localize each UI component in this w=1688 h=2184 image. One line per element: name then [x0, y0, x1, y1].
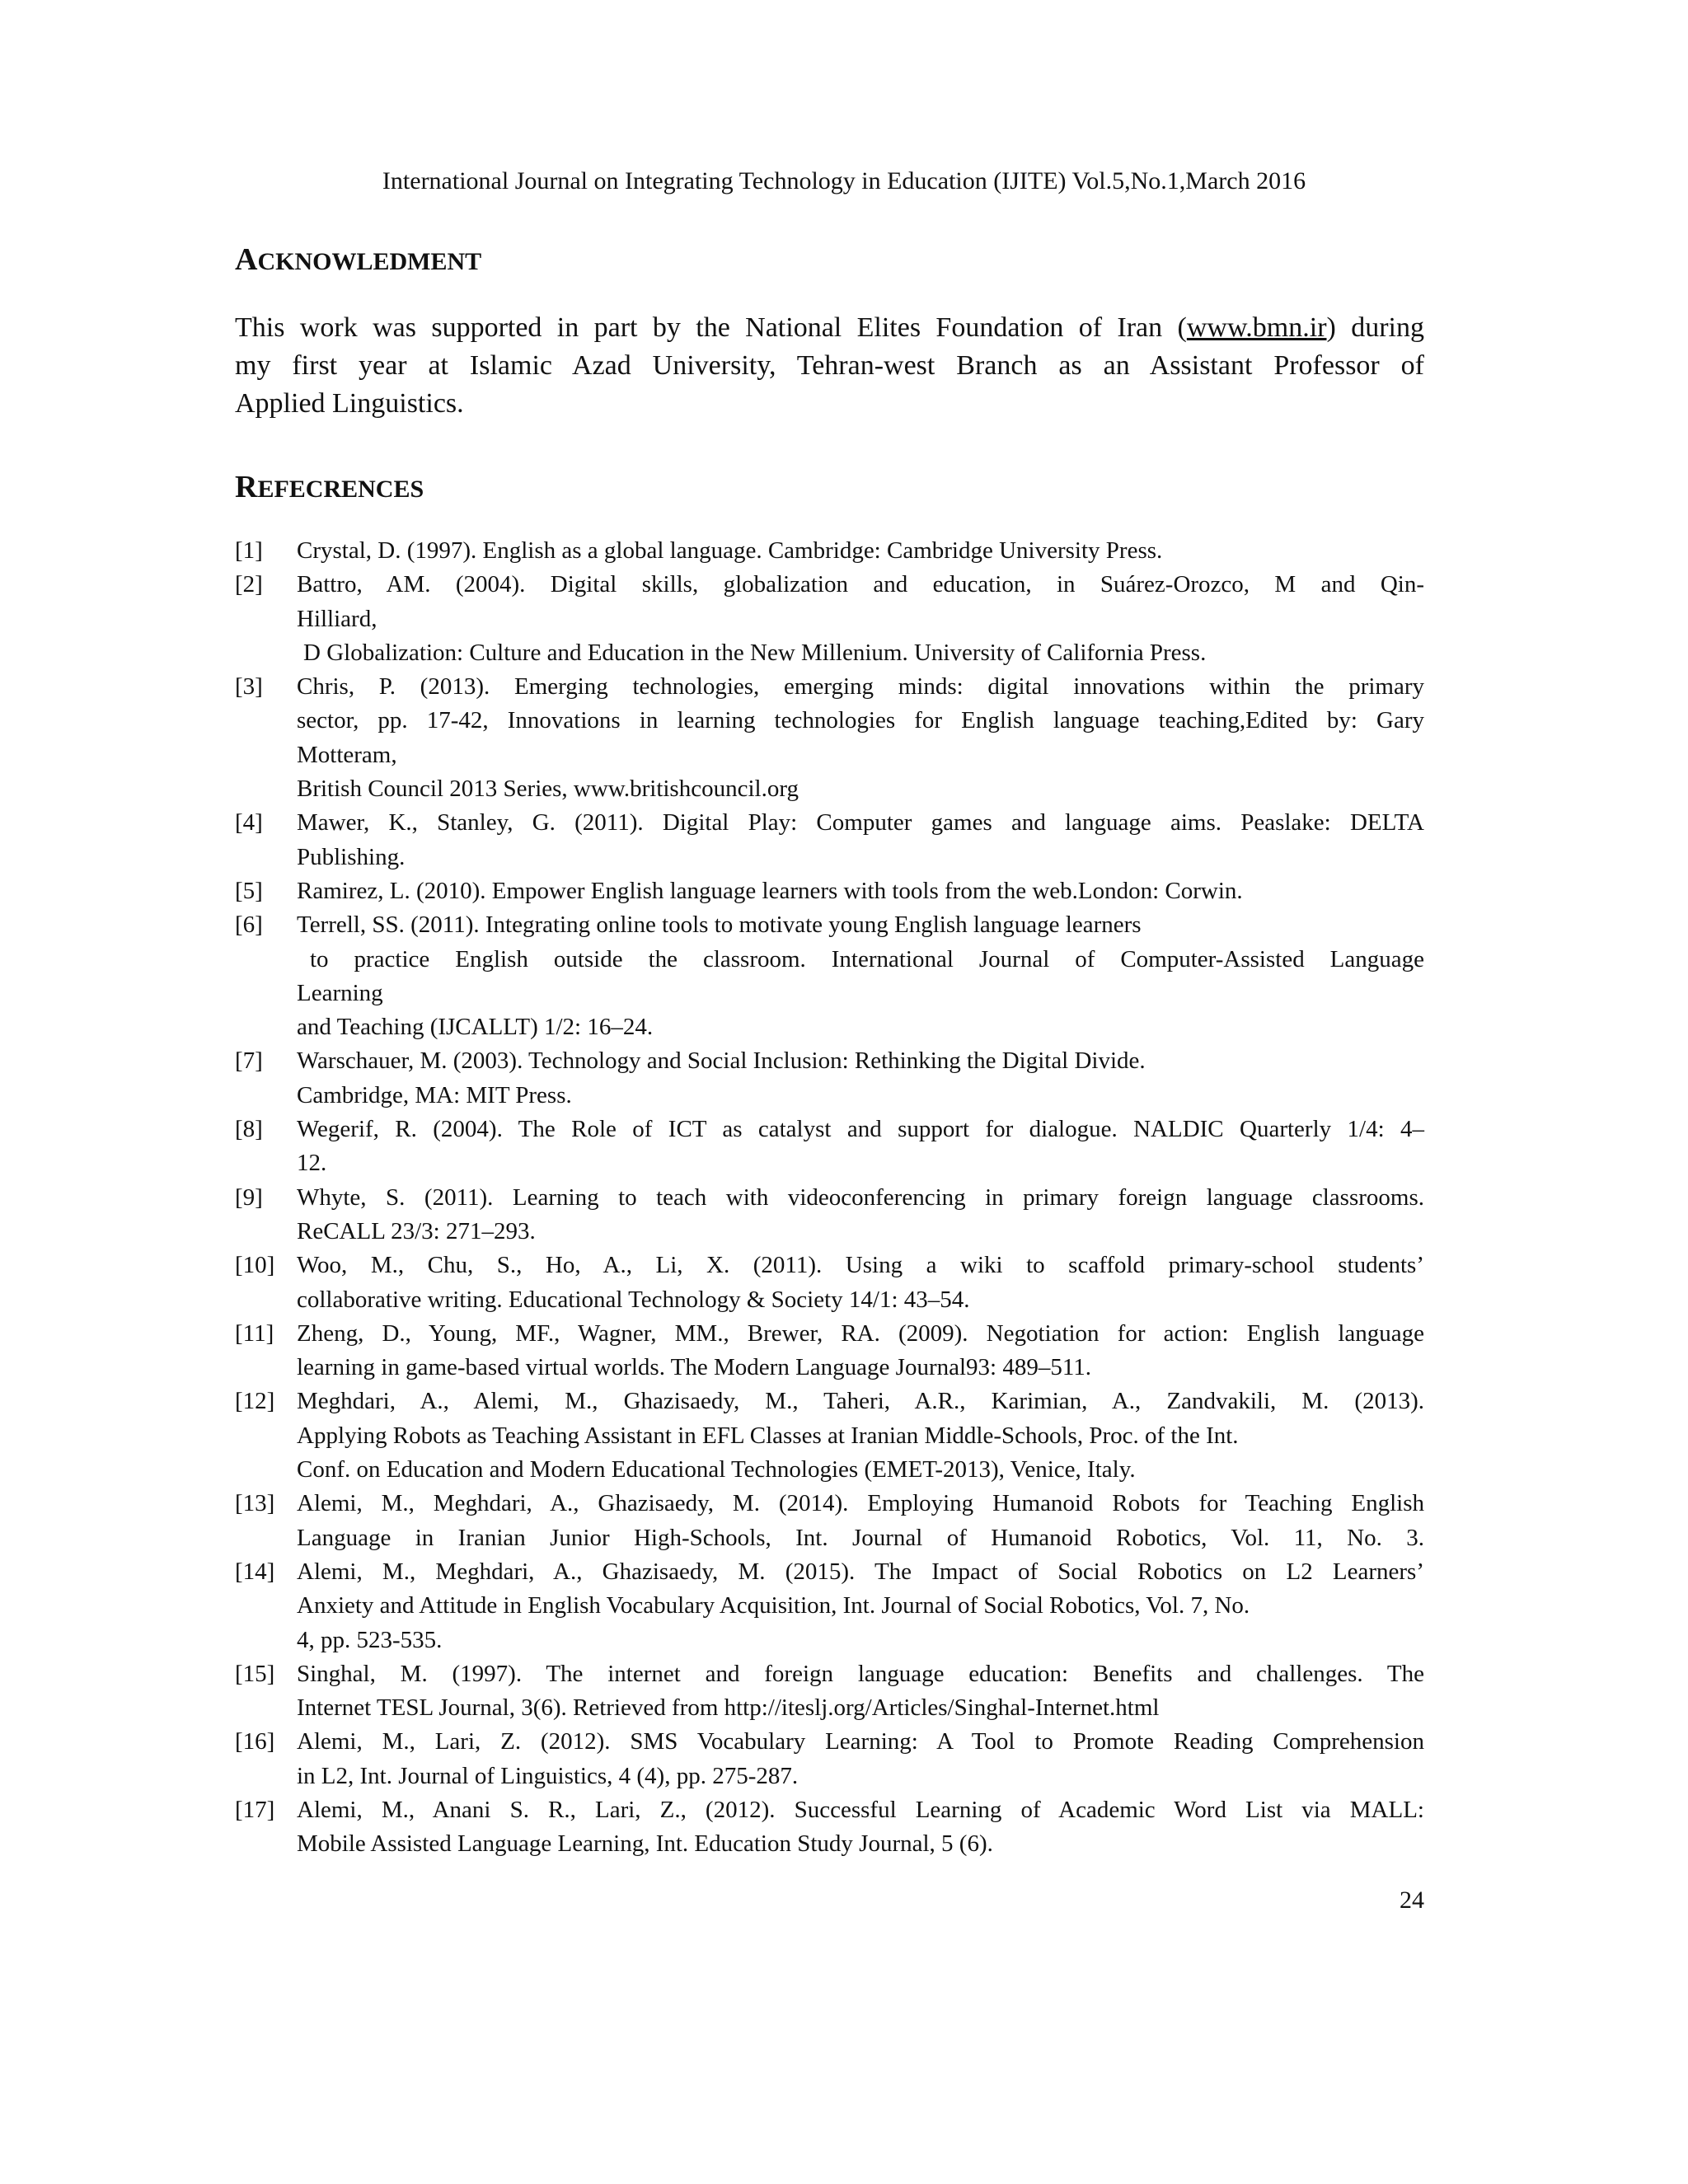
- reference-item: [235, 1113, 1424, 1181]
- reference-number: [8]: [235, 1116, 263, 1143]
- reference-item: [235, 1249, 1424, 1317]
- reference-item: [235, 874, 1424, 908]
- reference-item: [235, 1487, 1424, 1555]
- reference-line: Meghdari, A., Alemi, M., Ghazisaedy, M., Taheri, A.R., Karimian, A., Zandvakili, M. (2013).: [297, 1388, 1424, 1415]
- acknowledgment-line-2: my first year at Islamic Azad University, Tehran-west Branch as an Assistant Professor of: [235, 350, 1424, 381]
- reference-line: D Globalization: Culture and Education in the New Millenium. University of California Press.: [303, 639, 1207, 666]
- reference-line: Applying Robots as Teaching Assistant in EFL Classes at Iranian Middle-Schools, Proc. of the Int.: [297, 1422, 1239, 1449]
- reference-line: Alemi, M., Meghdari, A., Ghazisaedy, M. (2015). The Impact of Social Robotics on L2 Learners’: [297, 1558, 1424, 1585]
- reference-line: Anxiety and Attitude in English Vocabulary Acquisition, Int. Journal of Social Robotics, Vol. 7, No.: [297, 1592, 1250, 1619]
- reference-line: to practice English outside the classroom. International Journal of Computer-Assisted Language: [310, 945, 1424, 972]
- reference-line: Chris, P. (2013). Emerging technologies, emerging minds: digital innovations within the primary: [297, 673, 1424, 701]
- reference-item: [235, 1793, 1424, 1862]
- reference-item: [235, 806, 1424, 874]
- reference-line: Alemi, M., Meghdari, A., Ghazisaedy, M. (2014). Employing Humanoid Robots for Teaching English: [297, 1490, 1424, 1517]
- page-number: 24: [1400, 1886, 1424, 1914]
- reference-item: [235, 1555, 1424, 1657]
- reference-line: and Teaching (IJCALLT) 1/2: 16–24.: [297, 1014, 654, 1041]
- reference-number: [17]: [235, 1796, 275, 1823]
- reference-list: [235, 534, 1424, 1862]
- reference-number: [13]: [235, 1490, 275, 1517]
- acknowledgment-line-3: Applied Linguistics.: [235, 388, 464, 419]
- reference-line: Singhal, M. (1997). The internet and foreign language education: Benefits and challenges. The: [297, 1660, 1424, 1687]
- reference-number: [3]: [235, 673, 263, 701]
- reference-line: 12.: [297, 1150, 327, 1177]
- reference-line: British Council 2013 Series, www.britishcouncil.org: [297, 776, 799, 803]
- reference-line: Hilliard,: [297, 605, 377, 632]
- reference-line: Woo, M., Chu, S., Ho, A., Li, X. (2011). Using a wiki to scaffold primary-school students’: [297, 1252, 1424, 1279]
- reference-line: Mawer, K., Stanley, G. (2011). Digital Play: Computer games and language aims. Peaslake: DELTA: [297, 809, 1424, 837]
- reference-line: Whyte, S. (2011). Learning to teach with videoconferencing in primary foreign language classrooms.: [297, 1183, 1424, 1211]
- running-header: International Journal on Integrating Technology in Education (IJITE) Vol.5,No.1,March 2016: [382, 167, 1306, 194]
- reference-number: [6]: [235, 912, 263, 939]
- reference-number: [11]: [235, 1319, 274, 1347]
- acknowledgment-heading-rest: CKNOWLEDMENT: [257, 248, 482, 275]
- reference-number: [14]: [235, 1558, 275, 1585]
- reference-line: sector, pp. 17-42, Innovations in learning technologies for English language teaching,Edited by: Gary: [297, 707, 1424, 734]
- references-heading-initial: R: [235, 470, 258, 504]
- reference-line: learning in game-based virtual worlds. The Modern Language Journal93: 489–511.: [297, 1354, 1092, 1381]
- reference-line: Alemi, M., Anani S. R., Lari, Z., (2012). Successful Learning of Academic Word List via MALL:: [297, 1796, 1424, 1823]
- reference-line: Alemi, M., Lari, Z. (2012). SMS Vocabulary Learning: A Tool to Promote Reading Comprehension: [297, 1728, 1424, 1755]
- reference-line: collaborative writing. Educational Technology & Society 14/1: 43–54.: [297, 1286, 970, 1313]
- reference-item: [235, 1181, 1424, 1249]
- reference-number: [9]: [235, 1183, 263, 1211]
- reference-line: Warschauer, M. (2003). Technology and Social Inclusion: Rethinking the Digital Divide.: [297, 1047, 1146, 1075]
- reference-number: [4]: [235, 809, 263, 837]
- references-heading: [235, 468, 424, 509]
- reference-number: [10]: [235, 1252, 275, 1279]
- acknowledgment-heading: [235, 241, 481, 281]
- reference-line: Learning: [297, 979, 383, 1006]
- reference-line: Language in Iranian Junior High-Schools, Int. Journal of Humanoid Robotics, Vol. 11, No. 3.: [297, 1524, 1424, 1551]
- reference-line: in L2, Int. Journal of Linguistics, 4 (4), pp. 275-287.: [297, 1762, 799, 1789]
- reference-item: [235, 1317, 1424, 1385]
- reference-line: ReCALL 23/3: 271–293.: [297, 1217, 536, 1244]
- reference-number: [5]: [235, 877, 263, 904]
- acknowledgment-line-1: [235, 309, 1424, 347]
- reference-line: 4, pp. 523-535.: [297, 1626, 443, 1653]
- reference-item: [235, 908, 1424, 1044]
- reference-item: [235, 534, 1424, 568]
- reference-line: Ramirez, L. (2010). Empower English language learners with tools from the web.London: Corwin.: [297, 877, 1243, 904]
- acknowledgment-text-before-link: This work was supported in part by the National Elites Foundation of Iran (: [235, 312, 1187, 343]
- reference-item: [235, 1385, 1424, 1487]
- reference-item: [235, 568, 1424, 670]
- reference-number: [15]: [235, 1660, 275, 1687]
- reference-line: Zheng, D., Young, MF., Wagner, MM., Brewer, RA. (2009). Negotiation for action: English language: [297, 1319, 1424, 1347]
- reference-line: Publishing.: [297, 843, 406, 870]
- reference-line: Mobile Assisted Language Learning, Int. Education Study Journal, 5 (6).: [297, 1830, 993, 1858]
- reference-item: [235, 1725, 1424, 1793]
- references-heading-rest: EFECRENCES: [257, 476, 424, 503]
- reference-line: Cambridge, MA: MIT Press.: [297, 1081, 572, 1108]
- acknowledgment-text-after-link: ) during: [1326, 312, 1424, 343]
- reference-number: [2]: [235, 571, 263, 598]
- reference-number: [16]: [235, 1728, 275, 1755]
- reference-line: Crystal, D. (1997). English as a global language. Cambridge: Cambridge University Press.: [297, 537, 1163, 564]
- reference-number: [7]: [235, 1047, 263, 1075]
- reference-number: [12]: [235, 1388, 275, 1415]
- reference-number: [1]: [235, 537, 263, 564]
- reference-line: Terrell, SS. (2011). Integrating online tools to motivate young English language learners: [297, 912, 1142, 939]
- reference-line: Wegerif, R. (2004). The Role of ICT as catalyst and support for dialogue. NALDIC Quarterly 1/4: 4–: [297, 1116, 1424, 1143]
- reference-item: [235, 670, 1424, 806]
- reference-line: Conf. on Education and Modern Educational Technologies (EMET-2013), Venice, Italy.: [297, 1456, 1136, 1483]
- reference-line: Internet TESL Journal, 3(6). Retrieved from http://iteslj.org/Articles/Singhal-Internet.html: [297, 1694, 1160, 1722]
- reference-line: Battro, AM. (2004). Digital skills, globalization and education, in Suárez-Orozco, M and Qin-: [297, 571, 1424, 598]
- acknowledgment-heading-initial: A: [235, 242, 258, 277]
- acknowledgment-link[interactable]: www.bmn.ir: [1186, 312, 1327, 343]
- acknowledgment-body: [235, 309, 1424, 423]
- reference-line: Motteram,: [297, 741, 397, 768]
- reference-item: [235, 1657, 1424, 1726]
- reference-item: [235, 1044, 1424, 1113]
